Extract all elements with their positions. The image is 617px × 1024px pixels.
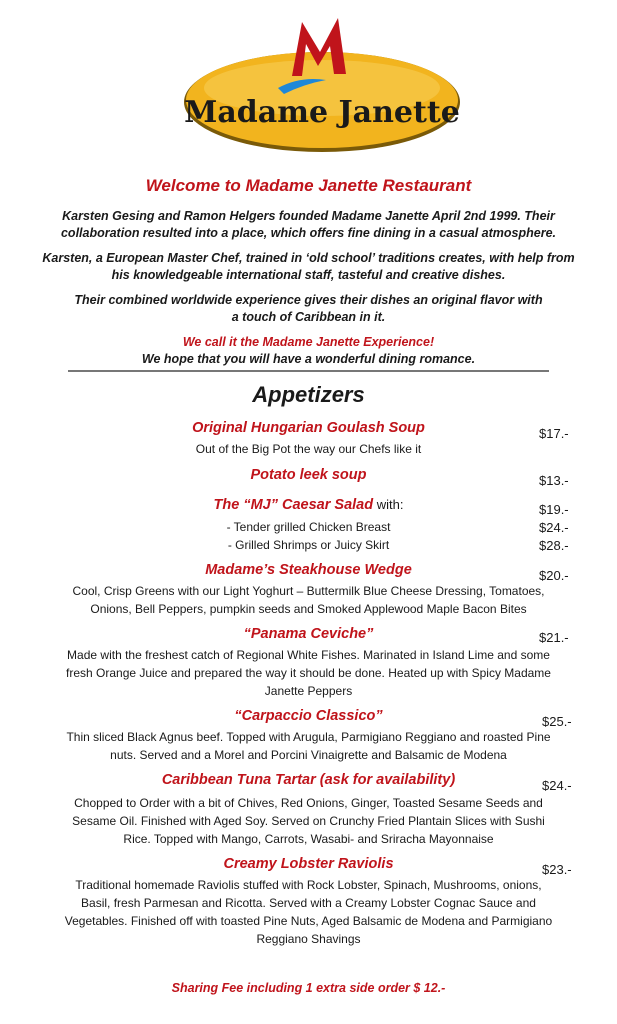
menu-item-option: - Tender grilled Chicken Breast [226,520,391,534]
menu-item-price: $23.- [542,862,572,877]
menu-item-name [0,497,617,513]
menu-item-description: Cool, Crisp Greens with our Light Yoghurt – Buttermilk Blue Cheese Dressing, Tomatoes, Onions, Bell Peppers, pumpkin seeds and Smoked Applewood Maple Bacon Bites [72,584,545,616]
menu-item-price: $25.- [542,714,572,729]
menu-item-price: $17.- [539,426,569,441]
menu-item-option: - Grilled Shrimps or Juicy Skirt [227,538,390,552]
logo-text: Madame Janette [184,95,460,130]
menu-item-name: “Panama Ceviche” [243,626,374,642]
intro-paragraph-founders: Karsten Gesing and Ramon Helgers founded Madame Janette April 2nd 1999. Their collaboration resulted into a place, which offers fine dining in a casual atmosphere. [60,209,556,240]
menu-item-description: Traditional homemade Raviolis stuffed with Rock Lobster, Spinach, Mushrooms, onions, Basil, fresh Parmesan and Ricotta. Served with a Creamy Lobster Cognac Sauce and Vegetables. Finished off with toasted Pine Nuts, Aged Balsamic de Modena and Parmigiano Reggiano Shavings [64,878,553,946]
menu-item-with-label: with: [373,497,404,512]
intro-paragraph-chef: Karsten, a European Master Chef, trained in ‘old school’ traditions creates, with help from his knowledgeable international staff, tasteful and creative dishes. [42,251,575,282]
menu-item-price: $13.- [539,473,569,488]
restaurant-logo [180,14,465,154]
intro-closing: We hope that you will have a wonderful dining romance. [141,352,476,366]
menu-item-description: Out of the Big Pot the way our Chefs like it [195,442,422,456]
section-title-appetizers: Appetizers [252,382,365,407]
menu-item-name: “Carpaccio Classico” [234,708,383,724]
menu-item-price: $24.- [542,778,572,793]
intro-tagline: We call it the Madame Janette Experience! [182,335,435,349]
menu-item-price: $21.- [539,630,569,645]
intro-paragraph-experience: Their combined worldwide experience gives their dishes an original flavor with a touch of Caribbean in it. [74,293,543,324]
menu-item-name: Creamy Lobster Raviolis [223,856,394,872]
sharing-fee-note: Sharing Fee including 1 extra side order $ 12.- [171,981,446,995]
menu-item-name-text: The “MJ” Caesar Salad [213,497,374,513]
menu-item-option-price: $24.- [539,520,569,535]
menu-item-description: Thin sliced Black Agnus beef. Topped with Arugula, Parmigiano Reggiano and roasted Pine nuts. Served and a Morel and Porcini Vinaigrette and Balsamic de Modena [66,730,551,762]
menu-item-name: Original Hungarian Goulash Soup [192,420,425,436]
menu-item-description: Made with the freshest catch of Regional White Fishes. Marinated in Island Lime and some fresh Orange Juice and prepared the way it should be done. Heated up with Spicy Madame Janette Peppers [66,648,551,698]
menu-item-option-price: $28.- [539,538,569,553]
menu-item-name: Madame’s Steakhouse Wedge [205,562,412,578]
menu-item-name: Potato leek soup [250,467,367,483]
section-divider [68,370,549,372]
logo-graphic [180,14,465,154]
menu-item-price: $19.- [539,502,569,517]
welcome-heading: Welcome to Madame Janette Restaurant [145,176,472,195]
menu-item-price: $20.- [539,568,569,583]
menu-item-description: Chopped to Order with a bit of Chives, Red Onions, Ginger, Toasted Sesame Seeds and Sesame Oil. Finished with Aged Soy. Served on Crunchy Fried Plantain Slices with Sushi Rice. Topped with Mango, Carrots, Wasabi- and Sriracha Mayonnaise [72,796,545,846]
menu-item-name: Caribbean Tuna Tartar (ask for availability) [161,772,456,788]
